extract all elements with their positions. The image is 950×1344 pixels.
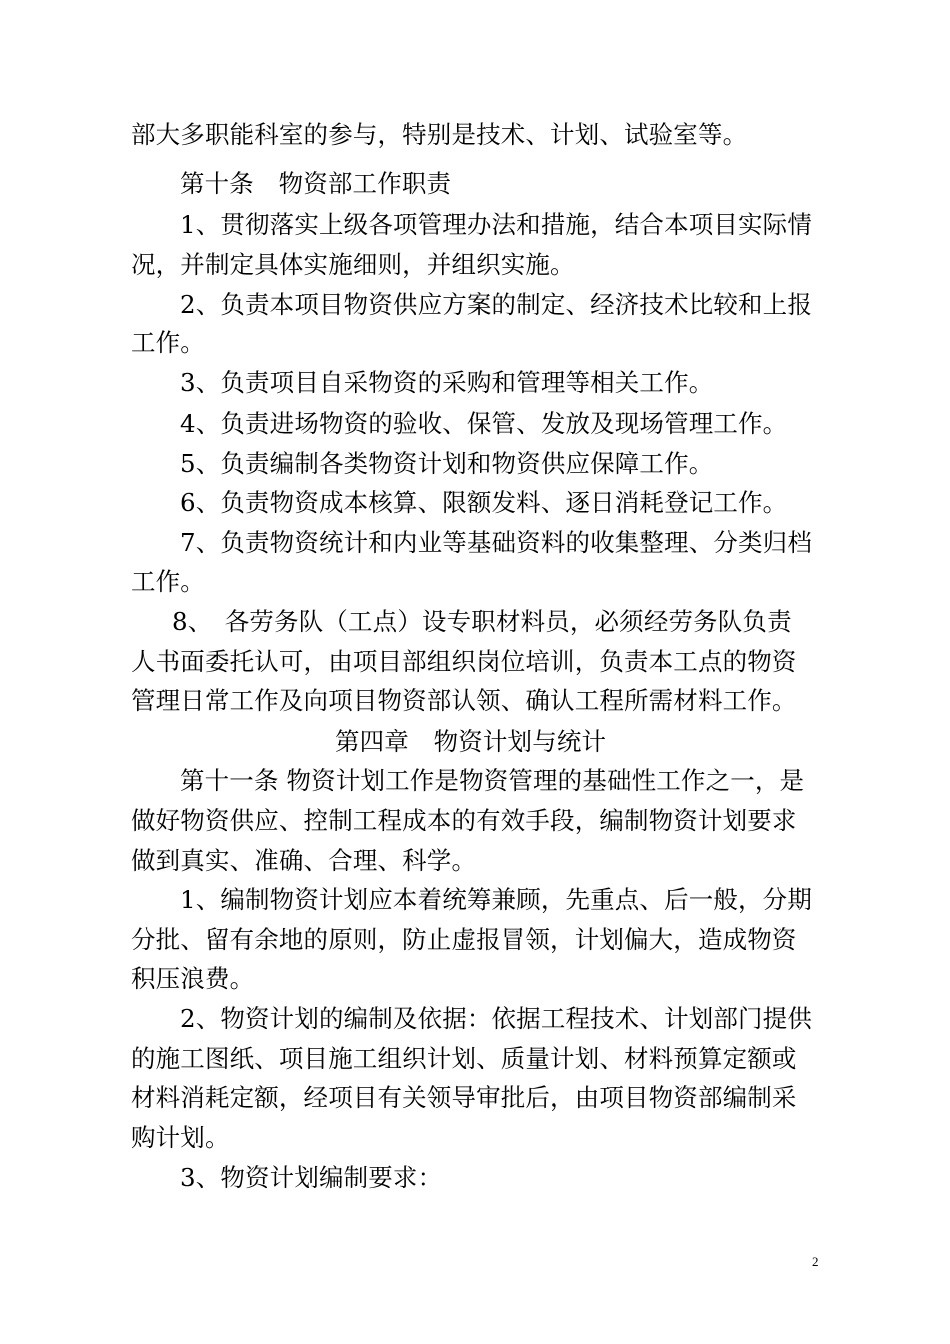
text-line-14: 人书面委托认可，由项目部组织岗位培训，负责本工点的物资 <box>131 647 797 676</box>
text-line-15: 管理日常工作及向项目物资部认领、确认工程所需材料工作。 <box>131 686 797 715</box>
text-line-10: 6、负责物资成本核算、限额发料、逐日消耗登记工作。 <box>180 488 788 517</box>
text-line-3: 1、贯彻落实上级各项管理办法和措施，结合本项目实际情 <box>180 210 812 239</box>
text-line-12: 工作。 <box>131 567 205 596</box>
text-line-1: 部大多职能科室的参与，特别是技术、计划、试验室等。 <box>131 120 748 149</box>
text-line-21: 分批、留有余地的原则，防止虚报冒领，计划偏大，造成物资 <box>131 925 797 954</box>
page-number: 2 <box>812 1254 819 1269</box>
text-line-24: 的施工图纸、项目施工组织计划、质量计划、材料预算定额或 <box>131 1044 797 1073</box>
text-line-19: 做到真实、准确、合理、科学。 <box>131 846 477 875</box>
section-heading-article-10: 第十条 物资部工作职责 <box>180 169 452 198</box>
text-line-27: 3、物资计划编制要求： <box>180 1163 443 1192</box>
text-line-8: 4、负责进场物资的验收、保管、发放及现场管理工作。 <box>180 409 788 438</box>
text-line-4: 况，并制定具体实施细则，并组织实施。 <box>131 250 575 279</box>
text-line-9: 5、负责编制各类物资计划和物资供应保障工作。 <box>180 449 714 478</box>
text-line-20: 1、编制物资计划应本着统筹兼顾，先重点、后一般，分期 <box>180 885 812 914</box>
text-line-25: 材料消耗定额，经项目有关领导审批后，由项目物资部编制采 <box>131 1083 797 1112</box>
text-line-6: 工作。 <box>131 328 205 357</box>
text-line-26: 购计划。 <box>131 1123 230 1152</box>
text-line-7: 3、负责项目自采物资的采购和管理等相关工作。 <box>180 368 714 397</box>
text-line-13: 8、 各劳务队（工点）设专职材料员，必须经劳务队负责 <box>172 607 792 636</box>
text-line-17: 第十一条 物资计划工作是物资管理的基础性工作之一，是 <box>180 766 805 795</box>
chapter-heading-4: 第四章 物资计划与统计 <box>335 727 607 756</box>
text-line-23: 2、物资计划的编制及依据：依据工程技术、计划部门提供 <box>180 1004 812 1033</box>
text-line-11: 7、负责物资统计和内业等基础资料的收集整理、分类归档 <box>180 528 812 557</box>
text-line-18: 做好物资供应、控制工程成本的有效手段，编制物资计划要求 <box>131 806 797 835</box>
text-line-22: 积压浪费。 <box>131 964 255 993</box>
text-line-5: 2、负责本项目物资供应方案的制定、经济技术比较和上报 <box>180 290 812 319</box>
